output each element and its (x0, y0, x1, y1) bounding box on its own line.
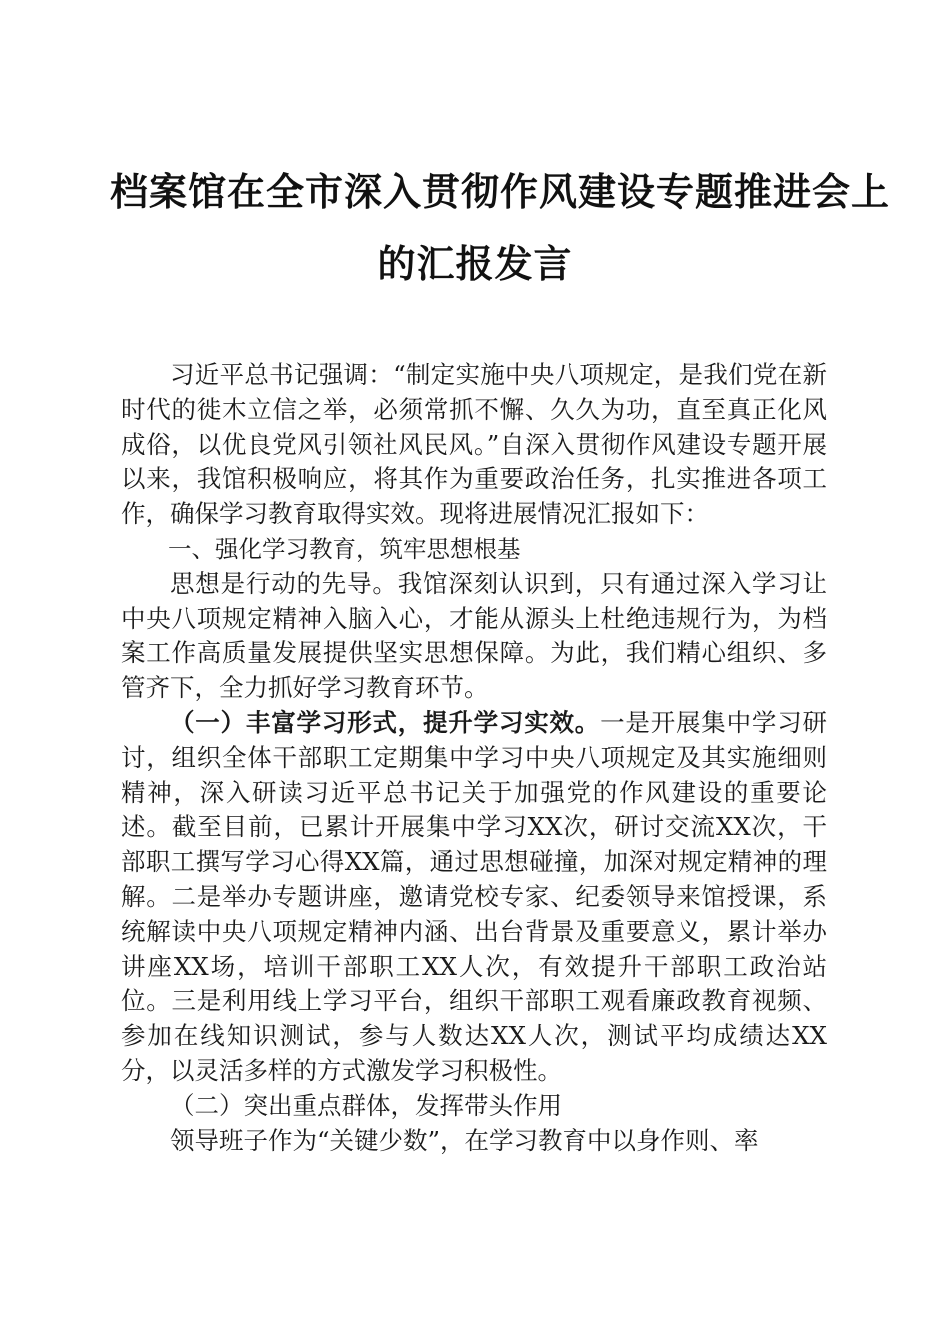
document-body (121, 358, 827, 1158)
document-title-line-2: 的汇报发言 (377, 241, 573, 286)
section-1-heading: 一、强化学习教育，筑牢思想根基 (168, 534, 521, 563)
subsection-2-paragraph: 领导班子作为“关键少数”，在学习教育中以身作则、率 (170, 1125, 759, 1155)
section-1-paragraph: 思想是行动的先导。我馆深刻认识到，只有通过深入学习让中央八项规定精神入脑入心，才能从源头上杜绝违规行为，为档案工作高质量发展提供坚实思想保障。为此，我们精心组织、多管齐下，全力抓好学习教育环节。 (121, 568, 827, 703)
document-title-line-1: 档案馆在全市深入贯彻作风建设专题推进会上 (110, 169, 891, 214)
intro-paragraph: 习近平总书记强调：“制定实施中央八项规定，是我们党在新时代的徙木立信之举，必须常抓不懈、久久为功，直至真正化风成俗，以优良党风引领社风民风。”自深入贯彻作风建设专题开展以来，我馆积极响应，将其作为重要政治任务，扎实推进各项工作，确保学习教育取得实效。现将进展情况汇报如下： (121, 360, 827, 529)
subsection-2-heading: （二）突出重点群体，发挥带头作用 (170, 1090, 562, 1120)
subsection-1-text: 一是开展集中学习研讨，组织全体干部职工定期集中学习中央八项规定及其实施细则精神，深入研读习近平总书记关于加强党的作风建设的重要论述。截至目前，已累计开展集中学习XX次，研讨交流XX次，干部职工撰写学习心得XX篇，通过思想碰撞，加深对规定精神的理解。二是举办专题讲座，邀请党校专家、纪委领导来馆授课，系统解读中央八项规定精神内涵、出台背景及重要意义，累计举办讲座XX场，培训干部职工XX人次，有效提升干部职工政治站位。三是利用线上学习平台，组织干部职工观看廉政教育视频、参加在线知识测试，参与人数达XX人次，测试平均成绩达XX分，以灵活多样的方式激发学习积极性。 (121, 707, 828, 1085)
subsection-1-paragraph (121, 706, 827, 1089)
subsection-1-lead: （一）丰富学习形式，提升学习实效。 (170, 707, 601, 737)
